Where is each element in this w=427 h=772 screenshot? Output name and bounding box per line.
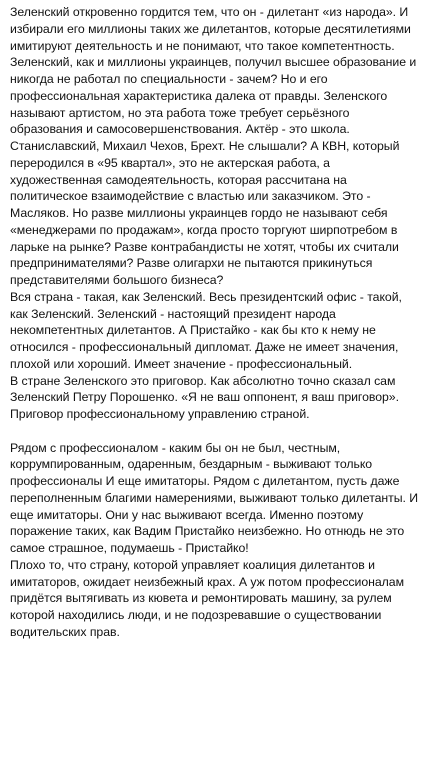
paragraph-verdict: В стране Зеленского это приговор. Как абсолютно точно сказал сам Зеленский Петру Порошенко. «Я не ваш оппонент, я ваш приговор». Приговор профессиональному управлению страной.: [10, 373, 399, 421]
paragraph-collapse: Плохо то, что страну, которой управляет коалиция дилетантов и имитаторов, ожидает неизбежный крах. А уж потом профессионалам придётся вытягивать из кювета и ремонтировать машину, за рулем которой находились люди, и не подозревавшие о существовании водительских прав.: [10, 557, 404, 639]
paragraph-professionals: Рядом с профессионалом - каким бы он не был, честным, коррумпированным, одаренным, бездарным - выживают только профессионалы И еще имитаторы. Рядом с дилетантом, пусть даже переполненным благими намерениями, выживают только дилетанты. И еще имитаторы. Они у нас выживают всегда. Именно поэтому поражение таких, как Вадим Пристайко неизбежно. Но отнюдь не это самое страшное, подумаешь - Пристайко!: [10, 440, 419, 555]
paragraph-zelensky-amateur: Зеленский откровенно гордится тем, что он - дилетант «из народа». И избирали его миллионы таких же дилетантов, которые десятилетиями имитируют деятельность и не понимают, что такое компетентность. Зеленский, как и миллионы украинцев, получил высшее образование и никогда не работал по специальности - зачем? Но и его профессиональная характеристика далека от правды. Зеленского называют артистом, но эта работа тоже требует серьёзного образования и самосовершенствования. Актёр - это школа. Станиславский, Михаил Чехов, Брехт. Не слышали? А КВН, который переродился в «95 квартал», это не актерская работа, а художественная самодеятельность, которая рассчитана на политическое взаимодействие с властью или заказчиком. Это - Масляков. Но разве миллионы украинцев гордо не называют себя «менеджерами по продажам», когда просто торгуют ширпотребом в ларьке на рынке? Разве контрабандисты не хотят, чтобы их считали предпринимателями? Разве олигархи не пытаются прикинуться представителями большого бизнеса?: [10, 5, 417, 287]
paragraph-spacer: [10, 423, 421, 440]
paragraph-whole-country: Вся страна - такая, как Зеленский. Весь президентский офис - такой, как Зеленский. Зеленский - настоящий президент народа некомпетентных дилетантов. А Пристайко - как бы кто к нему не относился - профессиональный дипломат. Даже не имеет значения, плохой или хороший. Имеет значение - профессиональный.: [10, 289, 402, 371]
